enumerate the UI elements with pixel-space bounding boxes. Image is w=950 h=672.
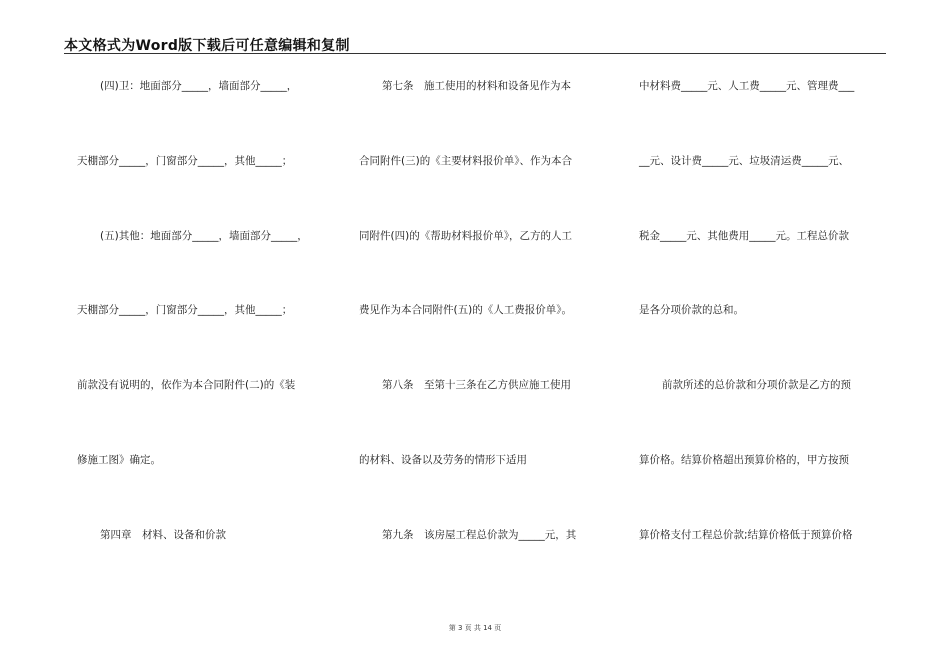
text-line: 税金_____元、其他费用_____元。工程总价款 [639, 230, 849, 242]
text-line: (四)卫：地面部分_____，墙面部分_____， [100, 80, 298, 92]
text-line: 同附件(四)的《帮助材料报价单》，乙方的人工 [359, 230, 572, 242]
page-header [64, 33, 886, 54]
text-line: 合同附件(三)的《主要材料报价单》、作为本合 [359, 155, 572, 167]
page-number: 第 3 页 共 14 页 [448, 624, 502, 632]
article-line: 第九条 该房屋工程总价款为_____元，其 [382, 529, 577, 541]
text-line: 中材料费_____元、人工费_____元、管理费___ [639, 80, 855, 92]
chapter-heading: 第四章 材料、设备和价款 [100, 529, 226, 541]
text-line: 是各分项价款的总和。 [639, 304, 744, 316]
document-title: 本文格式为Word版下载后可任意编辑和复制 [64, 38, 350, 54]
text-line: 天棚部分_____，门窗部分_____，其他_____； [77, 304, 293, 316]
text-line: 天棚部分_____，门窗部分_____，其他_____； [77, 155, 293, 167]
text-line: (五)其他：地面部分_____，墙面部分_____， [100, 230, 308, 242]
text-line: 费见作为本合同附件(五)的《人工费报价单》。 [359, 304, 572, 316]
article-line: 第八条 至第十三条在乙方供应施工使用 [382, 379, 571, 391]
text-line: 的材料、设备以及劳务的情形下适用 [359, 454, 527, 466]
text-line: 修施工图》确定。 [77, 454, 161, 466]
text-line: 算价格支付工程总价款;结算价格低于预算价格 [639, 529, 853, 541]
text-line: 前款所述的总价款和分项价款是乙方的预 [662, 379, 851, 391]
text-line: 算价格。结算价格超出预算价格的，甲方按预 [639, 454, 849, 466]
article-line: 第七条 施工使用的材料和设备见作为本 [382, 80, 571, 92]
text-line: 前款没有说明的，依作为本合同附件(二)的《装 [77, 379, 296, 391]
text-line: __元、设计费_____元、垃圾清运费_____元、 [639, 155, 849, 167]
